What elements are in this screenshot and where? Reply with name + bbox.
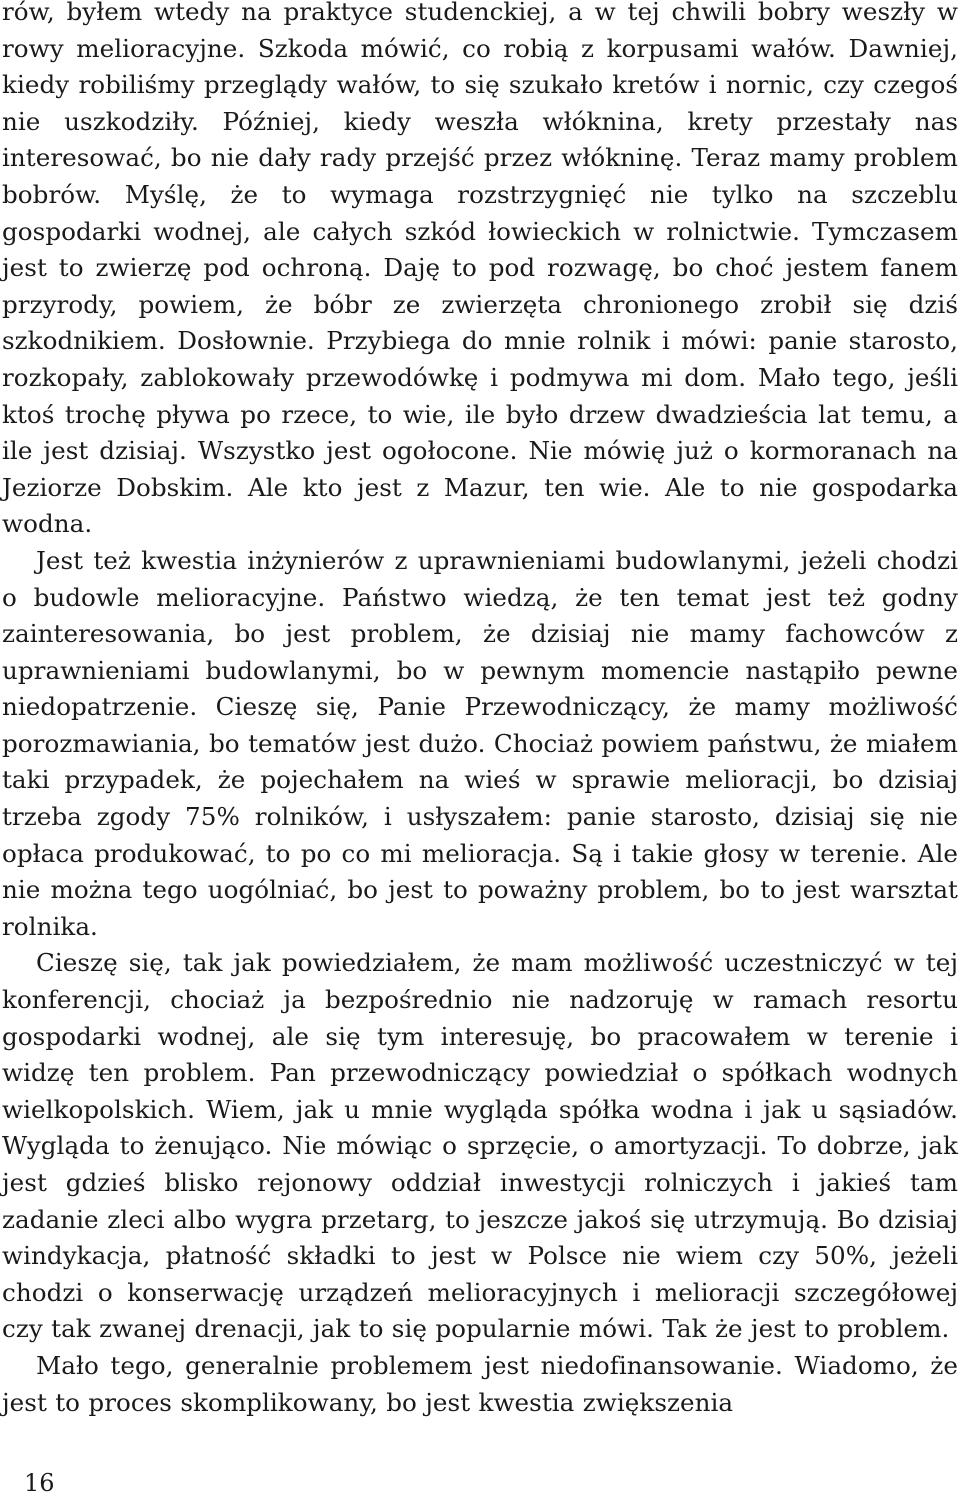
paragraph: rów, byłem wtedy na praktyce studenckiej, a w tej chwili bobry weszły w rowy melioracyjne. Szkoda mówić, co robią z korpusami wałów. Dawniej, kiedy robiliśmy przeglądy wałów, to się szukało kretów i nornic, czy czegoś nie uszkodziły. Później, kiedy weszła włóknina, krety przestały nas interesować, bo nie dały rady przejść przez włókninę. Teraz mamy problem bobrów. Myślę, że to wymaga rozstrzygnięć nie tylko na szczeblu gospodarki wodnej, ale całych szkód łowieckich w rolnictwie. Tymczasem jest to zwierzę pod ochroną. Daję to pod rozwagę, bo choć jestem fanem przyrody, powiem, że bóbr ze zwierzęta chronionego zrobił się dziś szkodnikiem. Dosłownie. Przybiega do mnie rolnik i mówi: panie starosto, rozkopały, zablokowały przewodówkę i podmywa mi dom. Mało tego, jeśli ktoś trochę pływa po rzece, to wie, ile było drzew dwadzieścia lat temu, a ile jest dzisiaj. Wszystko jest ogołocone. Nie mówię już o kormoranach na Jeziorze Dobskim. Ale kto jest z Mazur, ten wie. Ale to nie gospodarka wodna. <box>2 0 958 539</box>
paragraph: Cieszę się, tak jak powiedziałem, że mam możliwość uczestniczyć w tej konferencji, chociaż ja bezpośrednio nie nadzoruję w ramach resortu gospodarki wodnej, ale się tym interesuję, bo pracowałem w terenie i widzę ten problem. Pan przewodniczący powiedział o spółkach wodnych wielkopolskich. Wiem, jak u mnie wygląda spółka wodna i jak u sąsiadów. Wygląda to żenująco. Nie mówiąc o sprzęcie, o amortyzacji. To dobrze, jak jest gdzieś blisko rejonowy oddział inwestycji rolniczych i jakieś tam zadanie zleci albo wygra przetarg, to jeszcze jakoś się utrzymują. Bo dzisiaj windykacja, płatność składki to jest w Polsce nie wiem czy 50%, jeżeli chodzi o konserwację urządzeń melioracyjnych i melioracji szczegółowej czy tak zwanej drenacji, jak to się popularnie mówi. Tak że jest to problem. <box>2 948 958 1344</box>
body-text <box>2 0 958 1421</box>
paragraph: Mało tego, generalnie problemem jest niedofinansowanie. Wiadomo, że jest to proces skomplikowany, bo jest kwestia zwiększenia <box>2 1350 958 1417</box>
paragraph: Jest też kwestia inżynierów z uprawnieniami budowlanymi, jeżeli chodzi o budowle melioracyjne. Państwo wiedzą, że ten temat jest też godny zainteresowania, bo jest problem, że dzisiaj nie mamy fachowców z uprawnieniami budowlanymi, bo w pewnym momencie nastąpiło pewne niedopatrzenie. Cieszę się, Panie Przewodniczący, że mamy możliwość porozmawiania, bo tematów jest dużo. Chociaż powiem państwu, że miałem taki przypadek, że pojechałem na wieś w sprawie melioracji, bo dzisiaj trzeba zgody 75% rolników, i usłyszałem: panie starosto, dzisiaj się nie opłaca produkować, to po co mi melioracja. Są i takie głosy w terenie. Ale nie można tego uogólniać, bo jest to poważny problem, bo to jest warsztat rolnika. <box>2 545 958 941</box>
page-number: 16 <box>24 1469 55 1497</box>
